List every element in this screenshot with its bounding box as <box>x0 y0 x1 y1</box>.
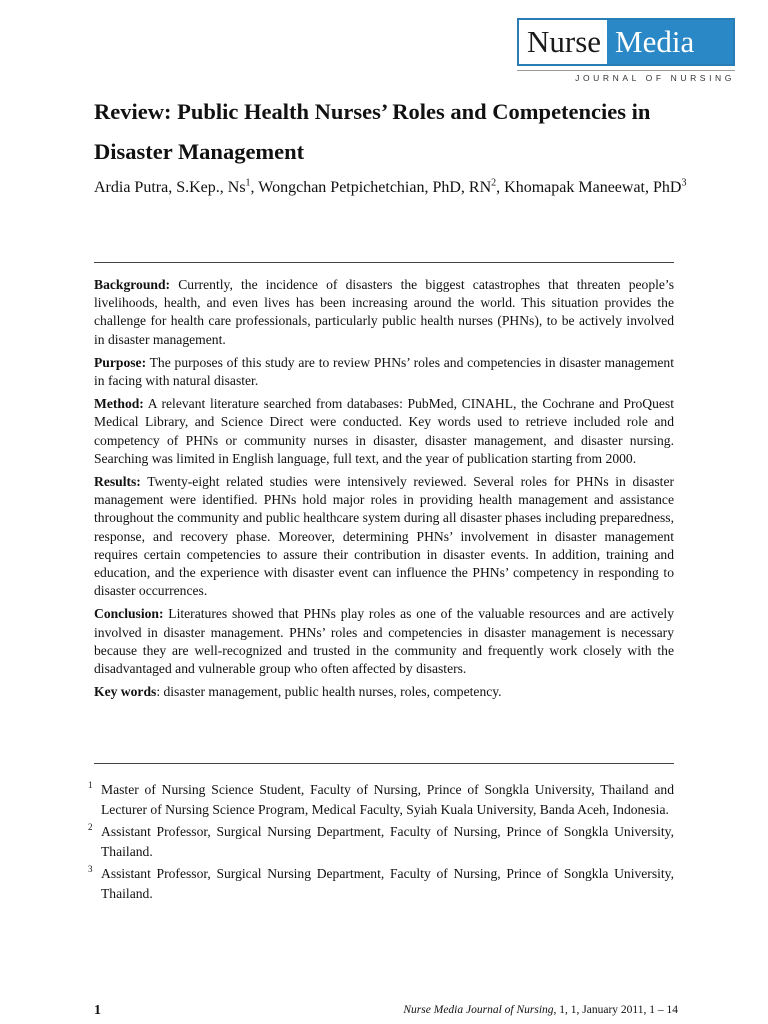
abstract <box>94 276 674 706</box>
footnote <box>88 864 674 903</box>
author-list <box>94 172 694 204</box>
author-2-affiliation-mark: 2 <box>491 177 497 189</box>
footnote-text: Assistant Professor, Surgical Nursing Department, Faculty of Nursing, Prince of Songkla University, Thailand. <box>101 866 674 901</box>
logo-box <box>517 18 735 66</box>
abstract-purpose <box>94 354 674 390</box>
journal-citation <box>403 1004 678 1016</box>
footnote-mark: 3 <box>88 864 93 874</box>
author-separator: , <box>250 179 259 196</box>
section-label: Background: <box>94 277 171 292</box>
author-1-name: Ardia Putra, S.Kep., Ns <box>94 179 246 196</box>
abstract-method <box>94 395 674 468</box>
footnote-mark: 2 <box>88 822 93 832</box>
author-2-name: Wongchan Petpichetchian, PhD, RN <box>258 179 492 196</box>
section-text: A relevant literature searched from databases: PubMed, CINAHL, the Cochrane and ProQuest Medical Library, and Science Direct were conducted. Key words used to retrieve included role and competency of PHNs or community nurses in disaster, disaster management, and disaster nursing. Searching was limited in English language, full text, and the year of publication starting from 2000. <box>94 396 674 466</box>
abstract-bottom-divider <box>94 763 674 764</box>
journal-name: Nurse Media Journal of Nursing <box>403 1004 554 1016</box>
section-label: Results: <box>94 474 141 490</box>
footnote-text: Assistant Professor, Surgical Nursing Department, Faculty of Nursing, Prince of Songkla University, Thailand. <box>101 824 674 859</box>
abstract-results <box>94 473 674 600</box>
journal-logo <box>517 18 735 84</box>
section-text: The purposes of this study are to review PHNs’ roles and competencies in disaster management in facing with natural disaster. <box>94 354 674 389</box>
logo-word-nurse: Nurse <box>519 20 607 64</box>
section-text: Twenty-eight related studies were intensively reviewed. Several roles for PHNs in disaster management were identified. PHNs hold major roles in providing health management and assistance throughout the community and public healthcare system during all disaster phases including preparedness, response, and recovery phase. Moreover, determining PHNs’ involvement in disaster management requires certain competencies to assure their contribution in disaster events. In addition, training and education, and the experience with disaster event can influence the PHNs’ competency in responding to disaster occurrences. <box>94 474 674 599</box>
author-1-affiliation-mark: 1 <box>245 177 251 189</box>
affiliation-footnotes <box>88 780 674 906</box>
paper-title: Review: Public Health Nurses’ Roles and Competencies in Disaster Management <box>94 99 651 164</box>
abstract-keywords <box>94 683 674 701</box>
logo-tagline: JOURNAL OF NURSING <box>517 70 735 83</box>
section-label: Conclusion: <box>94 606 164 622</box>
section-label: Purpose: <box>94 354 147 370</box>
section-text: Literatures showed that PHNs play roles as one of the valuable resources and are actively involved in disaster management. PHNs’ roles and competencies in disaster management is necessary because they are well-recognized and trusted in the community and frequently work closely with the disadvantaged and vulnerable group who often affected by disasters. <box>94 606 674 677</box>
author-3-name: Khomapak Maneewat, PhD <box>504 179 682 196</box>
abstract-background <box>94 276 674 349</box>
footnote-text: Master of Nursing Science Student, Faculty of Nursing, Prince of Songkla University, Thailand and Lecturer of Nursing Science Program, Medical Faculty, Syiah Kuala University, Banda Aceh, Indonesia. <box>101 782 674 817</box>
citation-details: , 1, 1, January 2011, 1 – 14 <box>553 1004 678 1016</box>
author-3-affiliation-mark: 3 <box>681 177 687 189</box>
footnote <box>88 780 674 819</box>
page-number: 1 <box>94 1003 101 1018</box>
section-text: : disaster management, public health nurses, roles, competency. <box>156 684 502 700</box>
author-separator: , <box>496 179 505 196</box>
logo-word-media: Media <box>607 20 733 64</box>
abstract-top-divider <box>94 262 674 263</box>
abstract-conclusion <box>94 605 674 678</box>
section-label: Method: <box>94 396 144 412</box>
footnote <box>88 822 674 861</box>
footnote-mark: 1 <box>88 780 93 790</box>
section-label: Key words <box>94 684 157 700</box>
section-text: Currently, the incidence of disasters the biggest catastrophes that threaten people’s livelihoods, health, and even lives has been increasing around the world. This situation provides the challenge for health care professionals, particularly public health nurses (PHNs), to be actively involved in disaster management. <box>94 277 674 347</box>
